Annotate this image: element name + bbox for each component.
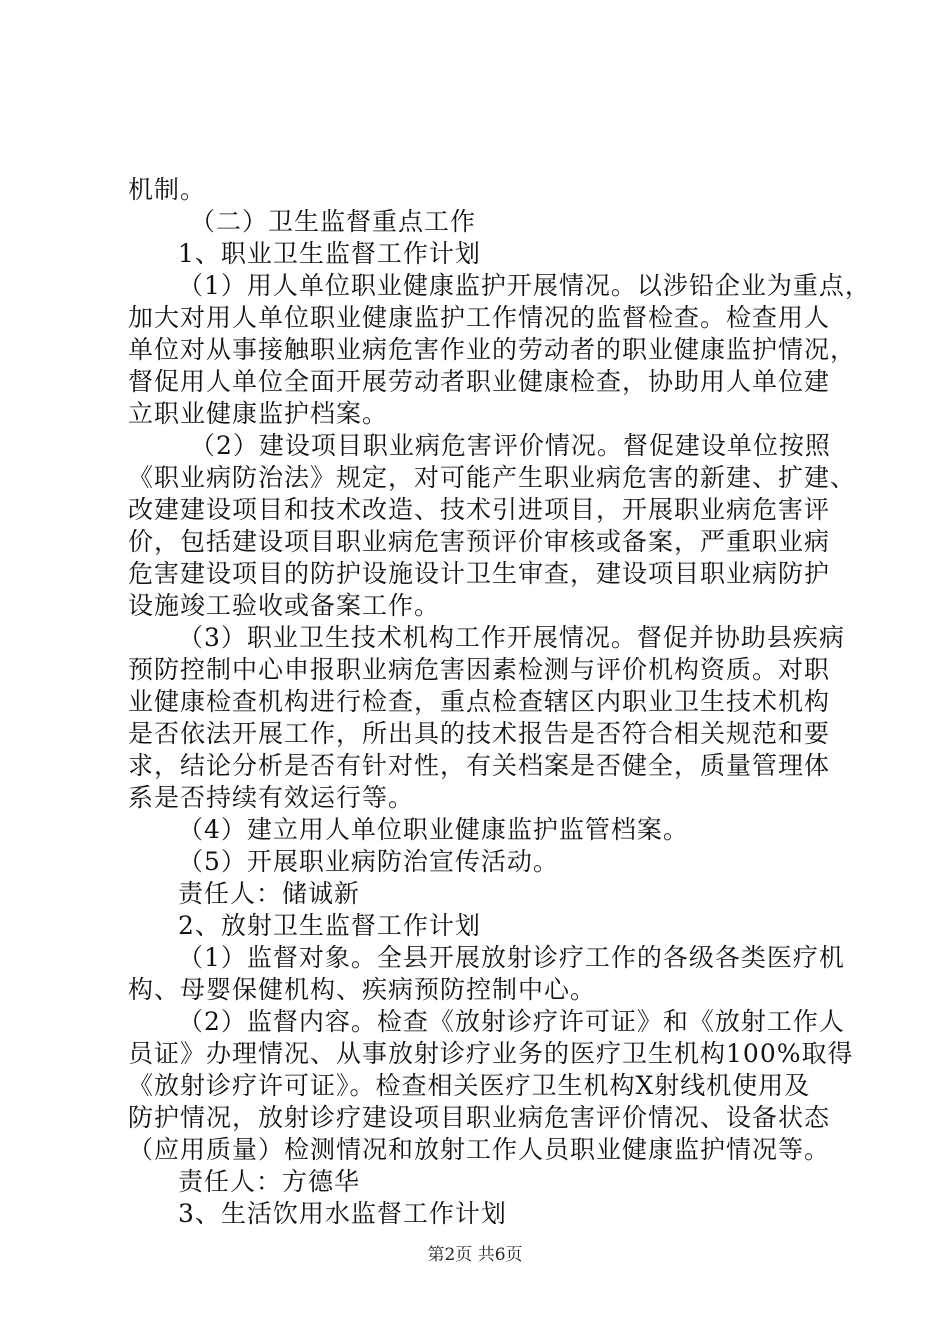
text-line: 单位对从事接触职业病危害作业的劳动者的职业健康监护情况， [128, 335, 857, 364]
text-line: （3）职业卫生技术机构工作开展情况。督促并协助县疾病 [178, 623, 845, 652]
text-line: 系是否持续有效运行等。 [128, 783, 415, 812]
text-line: （应用质量）检测情况和放射工作人员职业健康监护情况等。 [128, 1135, 831, 1164]
text-line: 机制。 [128, 175, 207, 204]
text-line: 加大对用人单位职业健康监护工作情况的监督检查。检查用人 [128, 303, 831, 332]
text-line: 构、母婴保健机构、疾病预防控制中心。 [128, 975, 597, 1004]
text-line: 3、生活饮用水监督工作计划 [178, 1199, 507, 1228]
text-line: 《放射诊疗许可证》。检查相关医疗卫生机构X射线机使用及 [128, 1071, 811, 1100]
text-line: 督促用人单位全面开展劳动者职业健康检查，协助用人单位建 [128, 367, 831, 396]
text-line: 改建建设项目和技术改造、技术引进项目，开展职业病危害评 [128, 495, 831, 524]
text-line: （2）建设项目职业病危害评价情况。督促建设单位按照 [190, 431, 831, 460]
text-line: （2）监督内容。检查《放射诊疗许可证》和《放射工作人 [178, 1007, 845, 1036]
text-line: 是否依法开展工作，所出具的技术报告是否符合相关规范和要 [128, 719, 831, 748]
text-line: 价，包括建设项目职业病危害预评价审核或备案，严重职业病 [128, 527, 831, 556]
document-body [128, 174, 871, 1230]
text-line: 防护情况，放射诊疗建设项目职业病危害评价情况、设备状态 [128, 1103, 831, 1132]
page-footer: 第2页 共6页 [427, 1245, 523, 1265]
text-line: 2、放射卫生监督工作计划 [178, 911, 481, 940]
text-line: （4）建立用人单位职业健康监护监管档案。 [178, 815, 689, 844]
text-line: 员证》办理情况、从事放射诊疗业务的医疗卫生机构100%取得 [128, 1039, 854, 1068]
text-line: （1）用人单位职业健康监护开展情况。以涉铅企业为重点， [178, 271, 871, 300]
text-line: 立职业健康监护档案。 [128, 399, 389, 428]
text-line: （5）开展职业病防治宣传活动。 [178, 847, 559, 876]
text-line: 预防控制中心申报职业病危害因素检测与评价机构资质。对职 [128, 655, 831, 684]
text-line: 责任人：储诚新 [178, 879, 361, 908]
text-line: 《职业病防治法》规定，对可能产生职业病危害的新建、扩建、 [128, 463, 857, 492]
text-line: （1）监督对象。全县开展放射诊疗工作的各级各类医疗机 [178, 943, 845, 972]
text-line: 责任人：方德华 [178, 1167, 361, 1196]
text-line: 设施竣工验收或备案工作。 [128, 591, 441, 620]
text-line: 1、职业卫生监督工作计划 [178, 239, 481, 268]
text-line: 业健康检查机构进行检查，重点检查辖区内职业卫生技术机构 [128, 687, 831, 716]
text-line: 危害建设项目的防护设施设计卫生审查，建设项目职业病防护 [128, 559, 831, 588]
text-line: 求，结论分析是否有针对性，有关档案是否健全，质量管理体 [128, 751, 831, 780]
text-line: （二）卫生监督重点工作 [190, 207, 477, 236]
